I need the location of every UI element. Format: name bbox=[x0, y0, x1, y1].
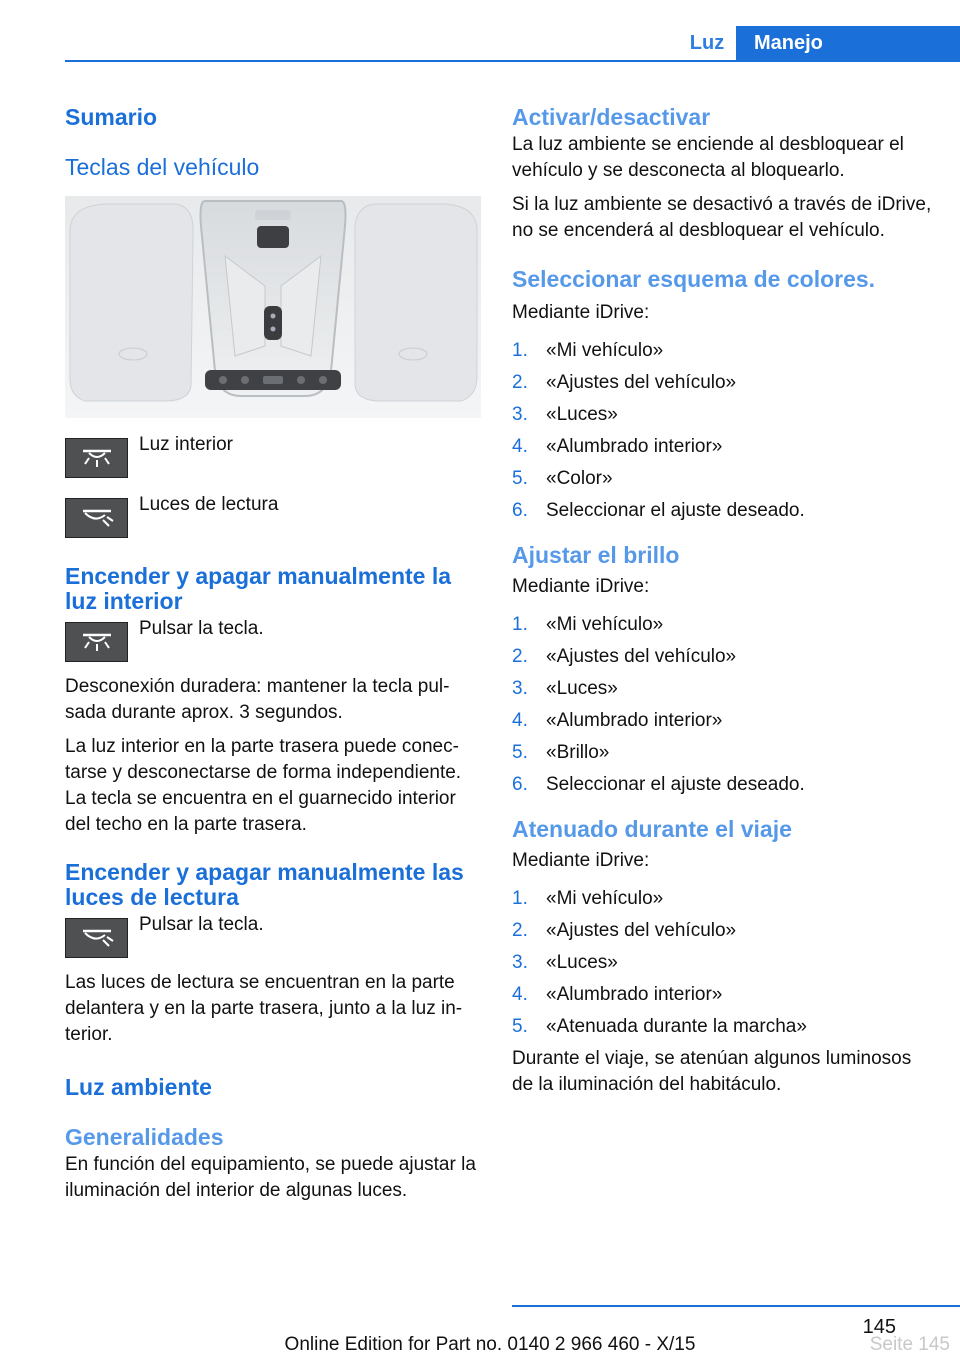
list-item: 4. «Alumbrado interior» bbox=[512, 984, 723, 1005]
overhead-console-illustration bbox=[65, 196, 481, 418]
heading-colores: Seleccionar esquema de colores. bbox=[512, 266, 876, 292]
key-row-luz-interior bbox=[65, 434, 481, 478]
list-item: 1. «Mi vehículo» bbox=[512, 888, 664, 909]
heading-sumario: Sumario bbox=[65, 104, 158, 130]
steps-colores bbox=[512, 338, 932, 524]
interior-light-icon bbox=[65, 438, 128, 478]
heading-encender-lectura: Encender y apagar manualmente las luces de lectura bbox=[65, 859, 464, 910]
page-number: 145 bbox=[862, 1316, 896, 1338]
heading-activar: Activar/desactivar bbox=[512, 104, 711, 130]
list-item: 3. «Luces» bbox=[512, 678, 618, 699]
header-section-label: Luz bbox=[689, 32, 725, 54]
list-item: 2. «Ajustes del vehículo» bbox=[512, 372, 737, 393]
left-column bbox=[65, 100, 481, 1204]
paragraph-lectura: Las luces de lectura se encuentran en la parte delantera y en la parte trasera, junto a la luz interior. bbox=[65, 972, 463, 1045]
overhead-console-photo bbox=[65, 196, 481, 418]
list-item: 6. Seleccionar el ajuste deseado. bbox=[512, 774, 805, 795]
list-item: 4. «Alumbrado interior» bbox=[512, 710, 723, 731]
footer-edition: Online Edition for Part no. 0140 2 966 460 - X/15 bbox=[284, 1334, 696, 1355]
mediante-idrive-3: Mediante iDrive: bbox=[512, 850, 650, 871]
list-item: 2. «Ajustes del vehículo» bbox=[512, 920, 737, 941]
reading-light-icon bbox=[65, 918, 128, 958]
key-row-pulsar-lectura bbox=[65, 914, 481, 958]
list-item: 2. «Ajustes del vehículo» bbox=[512, 646, 737, 667]
paragraph-generalidades: En función del equipamiento, se puede ajustar la iluminación del interior de algunas luces. bbox=[65, 1154, 476, 1201]
mediante-idrive-1: Mediante iDrive: bbox=[512, 302, 650, 323]
paragraph-activar-2: Si la luz ambiente se desactivó a través de iDrive, no se encenderá al desbloquear el vehículo. bbox=[512, 194, 932, 241]
steps-atenuado bbox=[512, 886, 932, 1040]
heading-teclas: Teclas del vehículo bbox=[65, 154, 260, 180]
header-rule bbox=[65, 60, 960, 62]
pulsar-text-1: Pulsar la tecla. bbox=[139, 618, 264, 639]
heading-encender-interior: Encender y apagar manualmente la luz interior bbox=[65, 563, 452, 614]
heading-luz-ambiente: Luz ambiente bbox=[65, 1074, 212, 1100]
paragraph-desconexion: Desconexión duradera: mantener la tecla pulsada durante aprox. 3 segundos. bbox=[65, 676, 450, 723]
paragraph-atenuado: Durante el viaje, se atenúan algunos luminosos de la iluminación del habitáculo. bbox=[512, 1048, 912, 1095]
list-item: 1. «Mi vehículo» bbox=[512, 340, 664, 361]
list-item: 3. «Luces» bbox=[512, 952, 618, 973]
heading-generalidades: Generalidades bbox=[65, 1124, 224, 1150]
steps-brillo bbox=[512, 612, 932, 798]
header-chapter-tab: Manejo bbox=[736, 26, 960, 62]
heading-brillo: Ajustar el brillo bbox=[512, 542, 680, 568]
key-label-luz-interior: Luz interior bbox=[139, 434, 233, 455]
list-item: 5. «Atenuada durante la marcha» bbox=[512, 1016, 807, 1037]
footer-rule bbox=[512, 1305, 960, 1307]
reading-light-icon bbox=[65, 498, 128, 538]
key-row-pulsar-interior bbox=[65, 618, 481, 662]
list-item: 5. «Color» bbox=[512, 468, 613, 489]
list-item: 3. «Luces» bbox=[512, 404, 618, 425]
list-item: 4. «Alumbrado interior» bbox=[512, 436, 723, 457]
right-column bbox=[512, 100, 932, 1098]
heading-atenuado: Atenuado durante el viaje bbox=[512, 816, 792, 842]
pulsar-text-2: Pulsar la tecla. bbox=[139, 914, 264, 935]
list-item: 6. Seleccionar el ajuste deseado. bbox=[512, 500, 805, 521]
list-item: 5. «Brillo» bbox=[512, 742, 610, 763]
paragraph-activar-1: La luz ambiente se enciende al desbloquear el vehículo y se desconecta al bloquearlo. bbox=[512, 134, 904, 181]
interior-light-icon bbox=[65, 622, 128, 662]
mediante-idrive-2: Mediante iDrive: bbox=[512, 576, 650, 597]
paragraph-trasera: La luz interior en la parte trasera puede conectarse y desconectarse de forma independiente. La tecla se encuentra en el guarnecido interior del techo en la parte trasera. bbox=[65, 736, 462, 835]
key-label-luces-lectura: Luces de lectura bbox=[139, 494, 279, 515]
key-row-luces-lectura bbox=[65, 494, 481, 538]
watermark-text: Seite 145 bbox=[869, 1334, 950, 1355]
list-item: 1. «Mi vehículo» bbox=[512, 614, 664, 635]
